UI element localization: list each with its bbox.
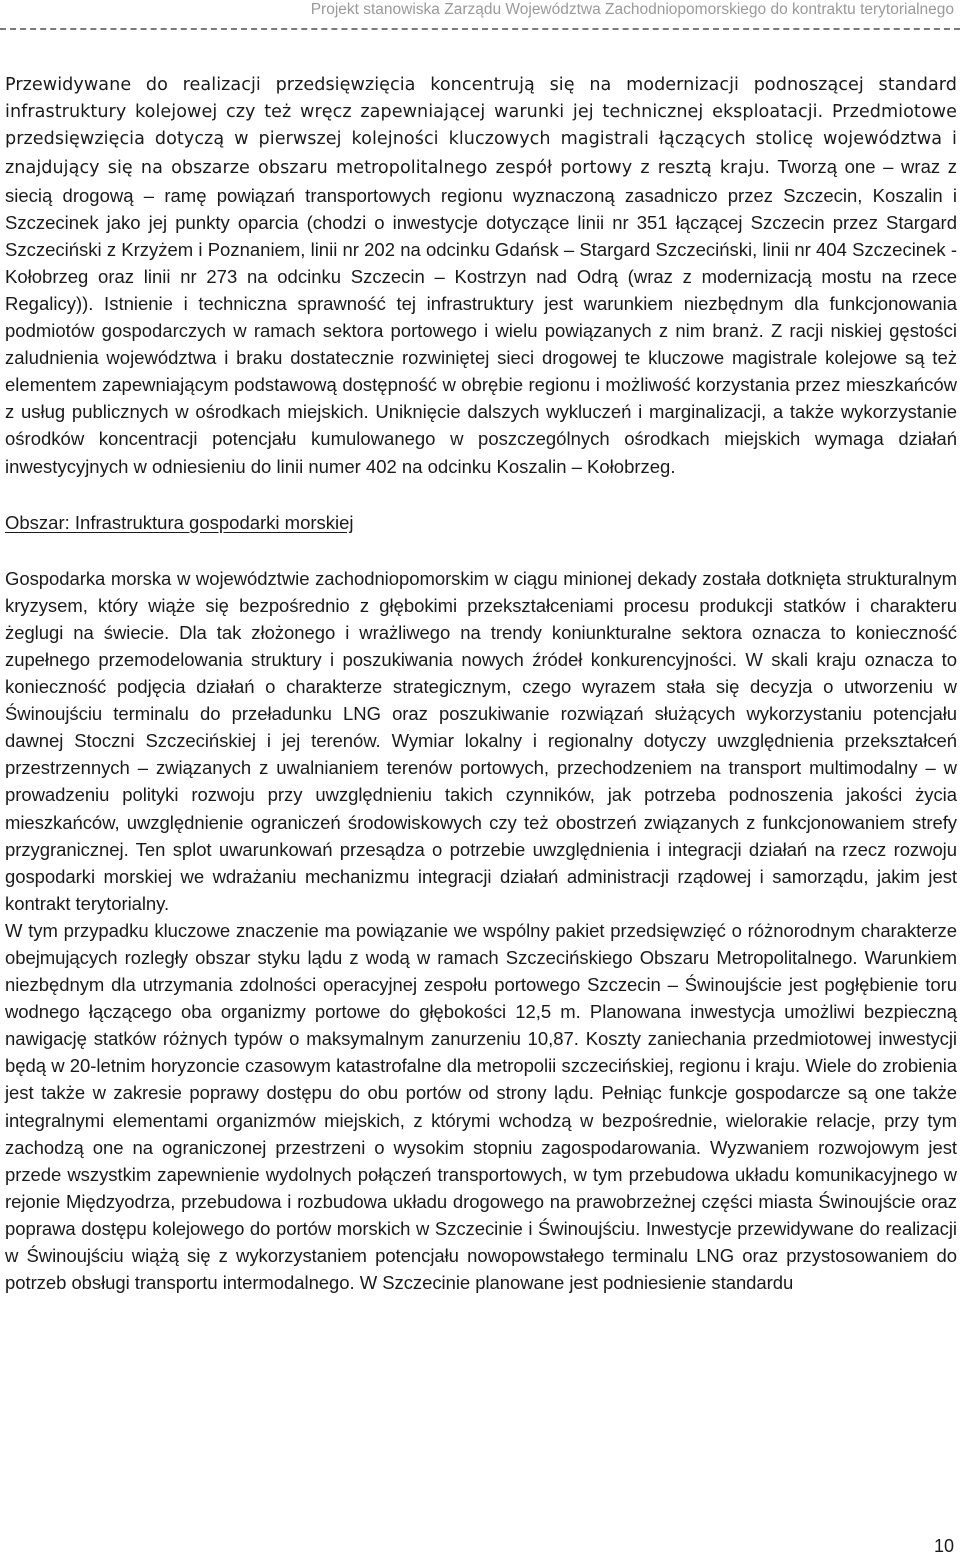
header-divider (0, 28, 960, 30)
running-header-title: Projekt stanowiska Zarządu Województwa Zachodniopomorskiego do kontraktu terytorialnego (310, 1, 954, 18)
page-number: 10 (933, 1536, 954, 1556)
paragraph-railway (5, 72, 957, 480)
paragraph-maritime-economy: Gospodarka morska w województwie zachodniopomorskim w ciągu minionej dekady została dotknięta strukturalnym kryzysem, który wiąże się bezpośrednio z głębokimi przekształceniami procesu produkcji statków i charakteru żeglugi na świecie. Dla tak złożonego i wrażliwego na trendy koniunkturalne sektora oznacza to konieczność zupełnego przemodelowania struktury i poszukiwania nowych źródeł konkurencyjności. W skali kraju oznacza to konieczność podjęcia działań o charakterze strategicznym, czego wyrazem stała się decyzja o utworzeniu w Świnoujściu terminalu do przeładunku LNG oraz poszukiwanie rozwiązań służących wykorzystaniu potencjału dawnej Stoczni Szczecińskiej i jej terenów. Wymiar lokalny i regionalny dotyczy uwzględnienia przekształceń przestrzennych – związanych z uwalnianiem terenów portowych, przechodzeniem na transport multimodalny – w prowadzeniu polityki rozwoju przy uwzględnieniu takich czynników, jak potrzeba podnoszenia jakości życia mieszkańców, uwzględnienie ograniczeń środowiskowych czy też obostrzeń związanych z funkcjonowaniem strefy przygranicznej. Ten splot uwarunkowań przesądza o potrzebie uwzględnienia i integracji działań na rzecz rozwoju gospodarki morskiej we wdrażaniu mechanizmu integracji działań administracji rządowej i samorządu, jakim jest kontrakt terytorialny. (5, 567, 957, 914)
paragraph-port-investments: W tym przypadku kluczowe znaczenie ma powiązanie we wspólny pakiet przedsięwzięć o różnorodnym charakterze obejmujących rozległy obszar styku lądu z wodą w ramach Szczecińskiego Obszaru Metropolitalnego. Warunkiem niezbędnym dla utrzymania zdolności operacyjnej zespołu portowego Szczecin – Świnoujście jest pogłębienie toru wodnego łączącego oba organizmy portowe do głębokości 12,5 m. Planowana inwestycja umożliwi bezpieczną nawigację statków różnych typów o maksymalnym zanurzeniu 10,87. Koszty zaniechania przedmiotowej inwestycji będą w 20-letnim horyzoncie czasowym katastrofalne dla metropolii szczecińskiej, regionu i kraju. Wiele do zrobienia jest także w zakresie poprawy dostępu do obu portów od strony lądu. Pełniąc funkcje gospodarcze są one także integralnymi elementami organizmów miejskich, z którymi wchodzą w bezpośrednie, wielorakie relacje, przy tym zachodzą one na ograniczonej przestrzeni o wysokim stopniu zagospodarowania. Wyzwaniem rozwojowym jest przede wszystkim zapewnienie wydolnych połączeń transportowych, w tym przebudowa układu komunikacyjnego w rejonie Międzyodrza, przebudowa i rozbudowa układu drogowego na prawobrzeżnej części miasta Świnoujście oraz poprawa dostępu kolejowego do portów morskich w Szczecinie i Świnoujściu. Inwestycje przewidywane do realizacji w Świnoujściu wiążą się z wykorzystaniem potencjału nowopowstałego terminalu LNG oraz przystosowaniem do potrzeb obsługi transportu intermodalnego. W Szczecinie planowane jest podniesienie standardu (5, 919, 957, 1294)
page-header (0, 0, 960, 38)
paragraph-railway-rest: Tworzą one – wraz z siecią drogową – ramę powiązań transportowych regionu wyznaczoną zasadniczo przez Szczecin, Koszalin i Szczecinek jako jej punkty oparcia (chodzi o inwestycje dotyczące linii nr 351 łączącej Szczecin przez Stargard Szczeciński z Krzyżem i Poznaniem, linii nr 202 na odcinku Gdańsk – Stargard Szczeciński, linii nr 404 Szczecinek - Kołobrzeg oraz linii nr 273 na odcinku Szczecin – Kostrzyn nad Odrą (wraz z modernizacją mostu na rzece Regalicy)). Istnienie i techniczna sprawność tej infrastruktury jest warunkiem niezbędnym dla funkcjonowania podmiotów gospodarczych w ramach sektora portowego i wielu powiązanych z nim branż. Z racji niskiej gęstości zaludnienia województwa i braku dostatecznie rozwiniętej sieci drogowej te kluczowe magistrale kolejowe są też elementem zapewniającym podstawową dostępność w obrębie regionu i możliwość korzystania przez mieszkańców z usług publicznych w ośrodkach miejskich. Uniknięcie dalszych wykluczeń i marginalizacji, a także wykorzystanie ośrodków koncentracji potencjału kumulowanego w poszczególnych ośrodkach miejskich wymaga działań inwestycyjnych w odniesieniu do linii numer 402 na odcinku Koszalin – Kołobrzeg. (5, 155, 957, 477)
document-body (5, 72, 957, 1296)
paragraph-railway-intro: Przewidywane do realizacji przedsięwzięcia koncentrują się na modernizacji podnoszącej standard infrastruktury kolejowej czy też wręcz zapewniającej warunki jej technicznej eksploatacji. Przedmiotowe przedsięwzięcia dotyczą w pierwszej kolejności kluczowych magistrali łączących stolicę województwa i znajdujący się na obszarze obszaru metropolitalnego zespół portowy z resztą kraju. (5, 75, 957, 178)
section-heading: Obszar: Infrastruktura gospodarki morskiej (5, 511, 354, 533)
